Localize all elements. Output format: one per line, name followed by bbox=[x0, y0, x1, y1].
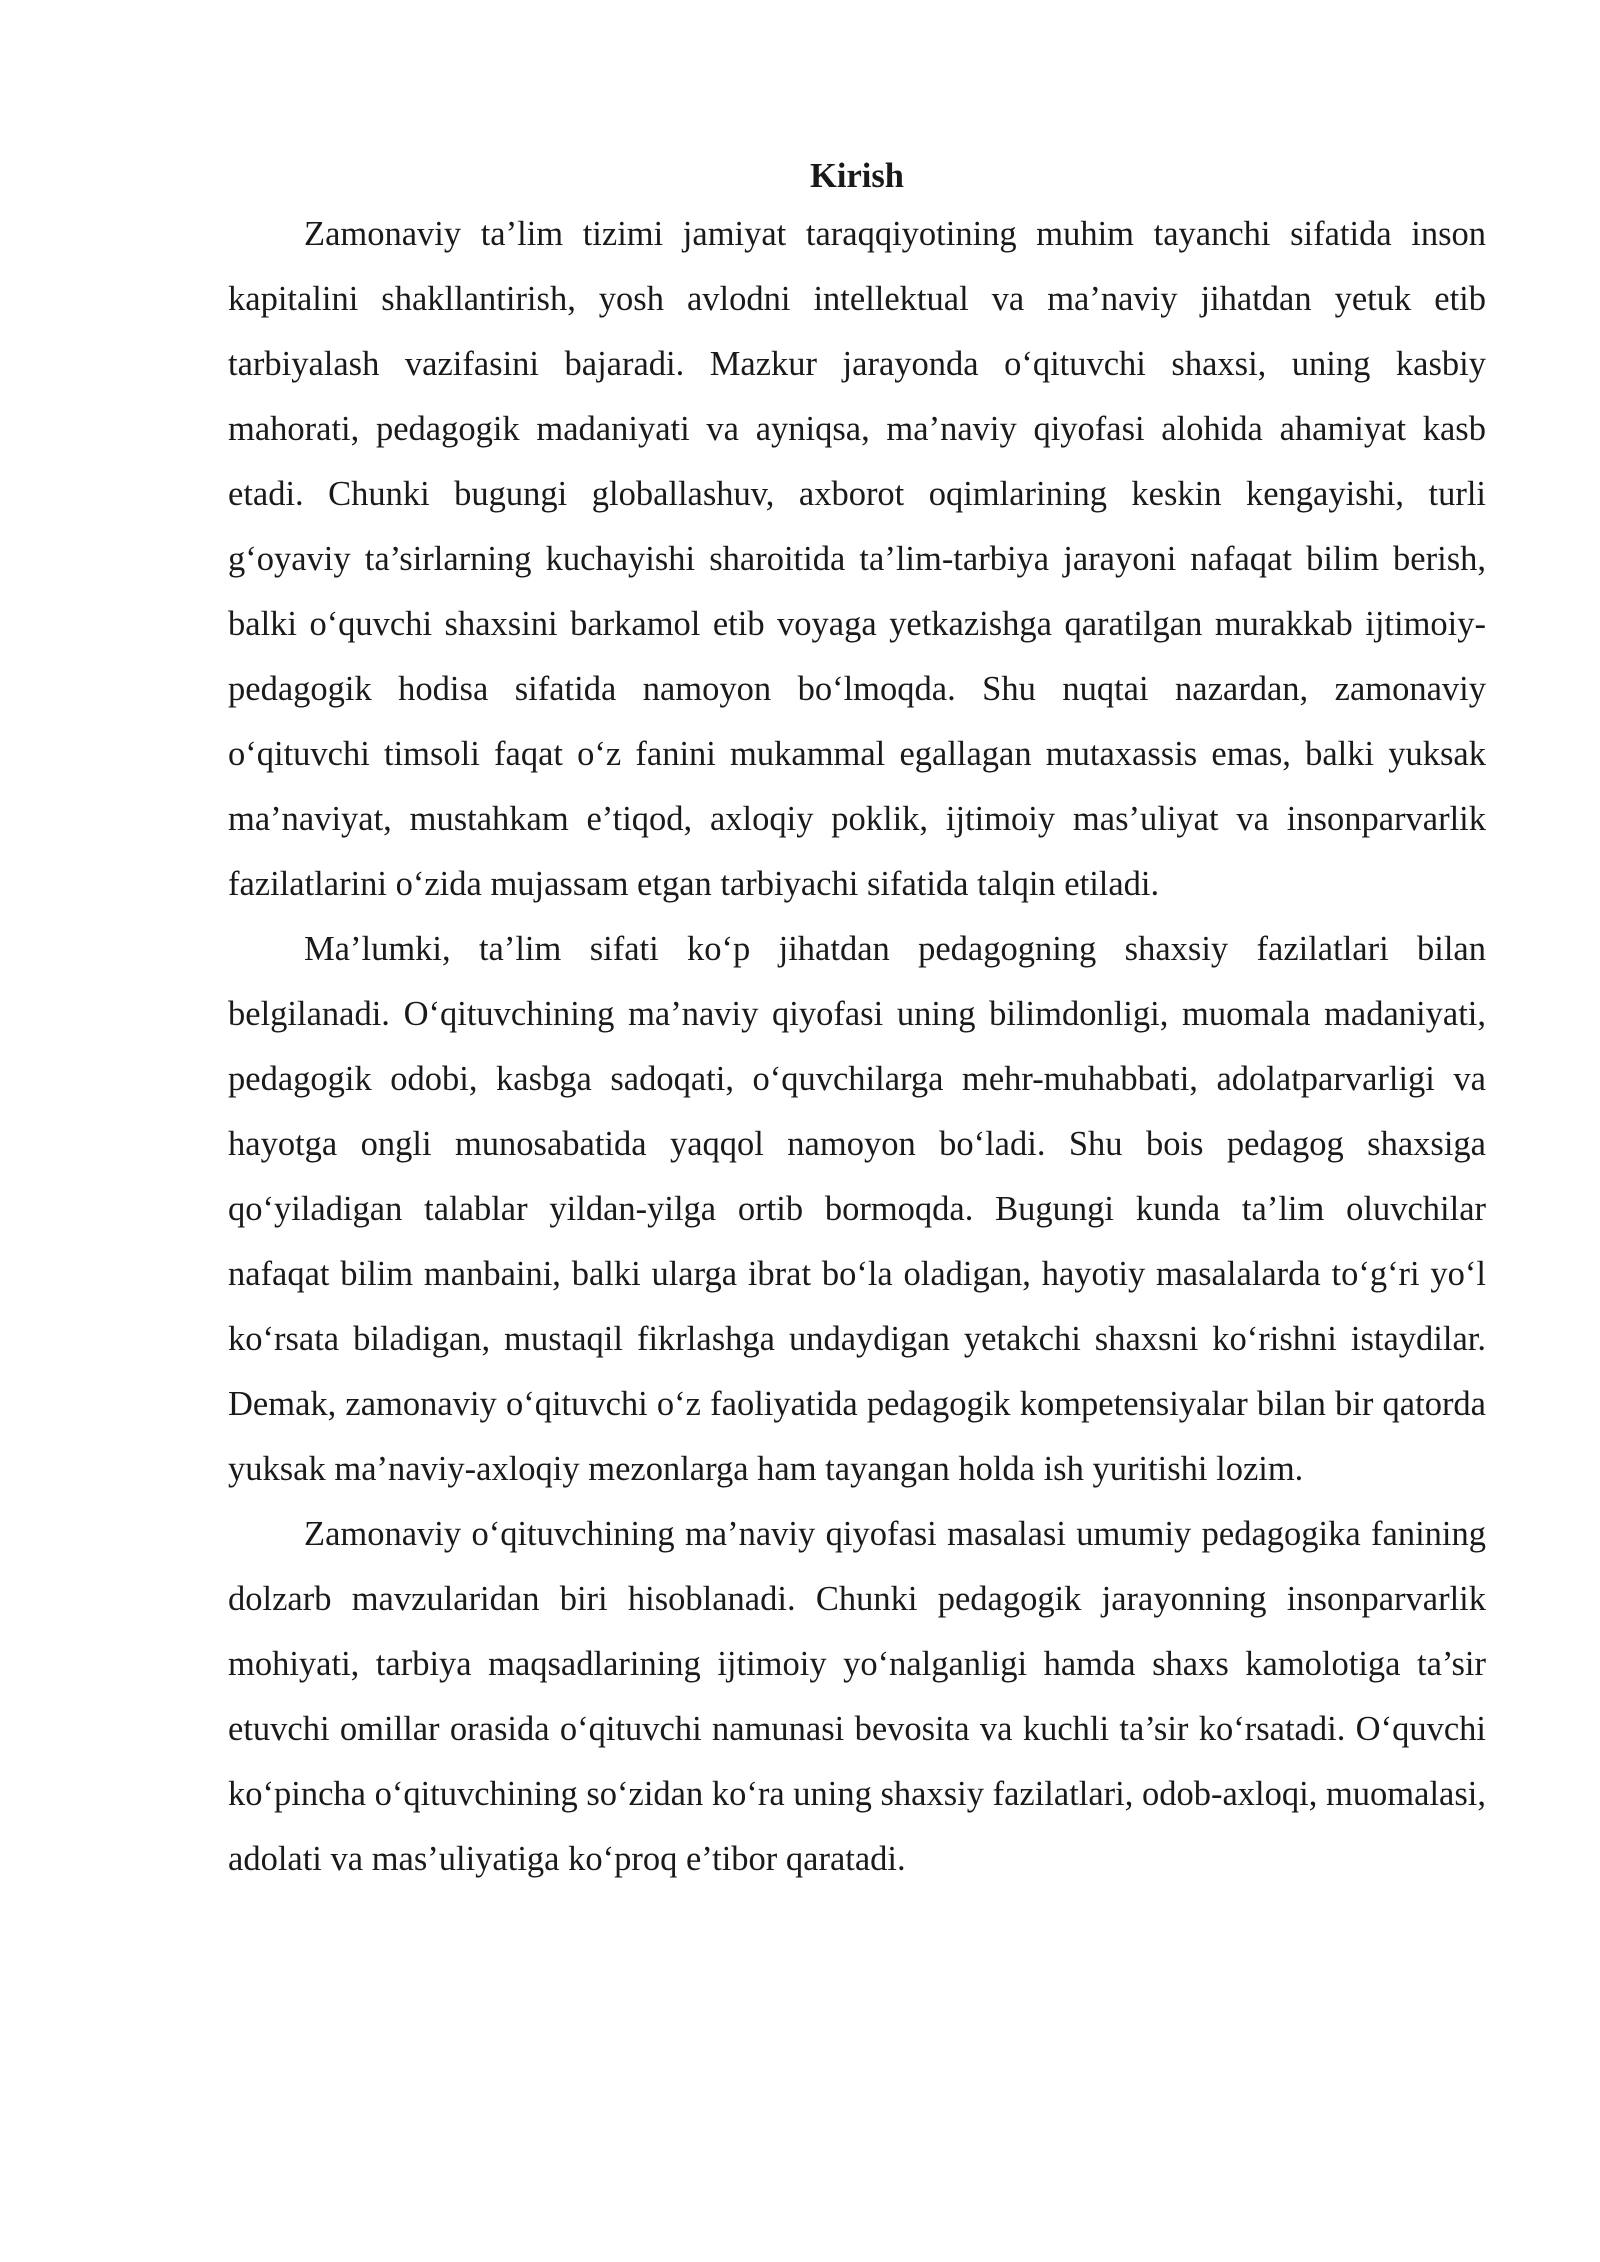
paragraph-1: Zamonaviy ta’lim tizimi jamiyat taraqqiyotining muhim tayanchi sifatida inson kapitalini shakllantirish, yosh avlodni intellektual va ma’naviy jihatdan yetuk etib tarbiyalash vazifasini bajaradi. Mazkur jarayonda o‘qituvchi shaxsi, uning kasbiy mahorati, pedagogik madaniyati va ayniqsa, ma’naviy qiyofasi alohida ahamiyat kasb etadi. Chunki bugungi globallashuv, axborot oqimlarining keskin kengayishi, turli g‘oyaviy ta’sirlarning kuchayishi sharoitida ta’lim-tarbiya jarayoni nafaqat bilim berish, balki o‘quvchi shaxsini barkamol etib voyaga yetkazishga qaratilgan murakkab ijtimoiy-pedagogik hodisa sifatida namoyon bo‘lmoqda. Shu nuqtai nazardan, zamonaviy o‘qituvchi timsoli faqat o‘z fanini mukammal egallagan mutaxassis emas, balki yuksak ma’naviyat, mustahkam e’tiqod, axloqiy poklik, ijtimoiy mas’uliyat va insonparvarlik fazilatlarini o‘zida mujassam etgan tarbiyachi sifatida talqin etiladi. bbox=[228, 215, 1486, 903]
paragraph-2: Ma’lumki, ta’lim sifati ko‘p jihatdan pedagogning shaxsiy fazilatlari bilan belgilanadi. O‘qituvchining ma’naviy qiyofasi uning bilimdonligi, muomala madaniyati, pedagogik odobi, kasbga sadoqati, o‘quvchilarga mehr-muhabbati, adolatparvarligi va hayotga ongli munosabatida yaqqol namoyon bo‘ladi. Shu bois pedagog shaxsiga qo‘yiladigan talablar yildan-yilga ortib bormoqda. Bugungi kunda ta’lim oluvchilar nafaqat bilim manbaini, balki ularga ibrat bo‘la oladigan, hayotiy masalalarda to‘g‘ri yo‘l ko‘rsata biladigan, mustaqil fikrlashga undaydigan yetakchi shaxsni ko‘rishni istaydilar. Demak, zamonaviy o‘qituvchi o‘z faoliyatida pedagogik kompetensiyalar bilan bir qatorda yuksak ma’naviy-axloqiy mezonlarga ham tayangan holda ish yuritishi lozim. bbox=[228, 930, 1486, 1488]
document-heading: Kirish bbox=[810, 157, 904, 195]
document-body bbox=[228, 150, 1486, 1892]
paragraph-3: Zamonaviy o‘qituvchining ma’naviy qiyofasi masalasi umumiy pedagogika fanining dolzarb mavzularidan biri hisoblanadi. Chunki pedagogik jarayonning insonparvarlik mohiyati, tarbiya maqsadlarining ijtimoiy yo‘nalganligi hamda shaxs kamolotiga ta’sir etuvchi omillar orasida o‘qituvchi namunasi bevosita va kuchli ta’sir ko‘rsatadi. O‘quvchi ko‘pincha o‘qituvchining so‘zidan ko‘ra uning shaxsiy fazilatlari, odob-axloqi, muomalasi, adolati va mas’uliyatiga ko‘proq e’tibor qaratadi. bbox=[228, 1515, 1486, 1878]
